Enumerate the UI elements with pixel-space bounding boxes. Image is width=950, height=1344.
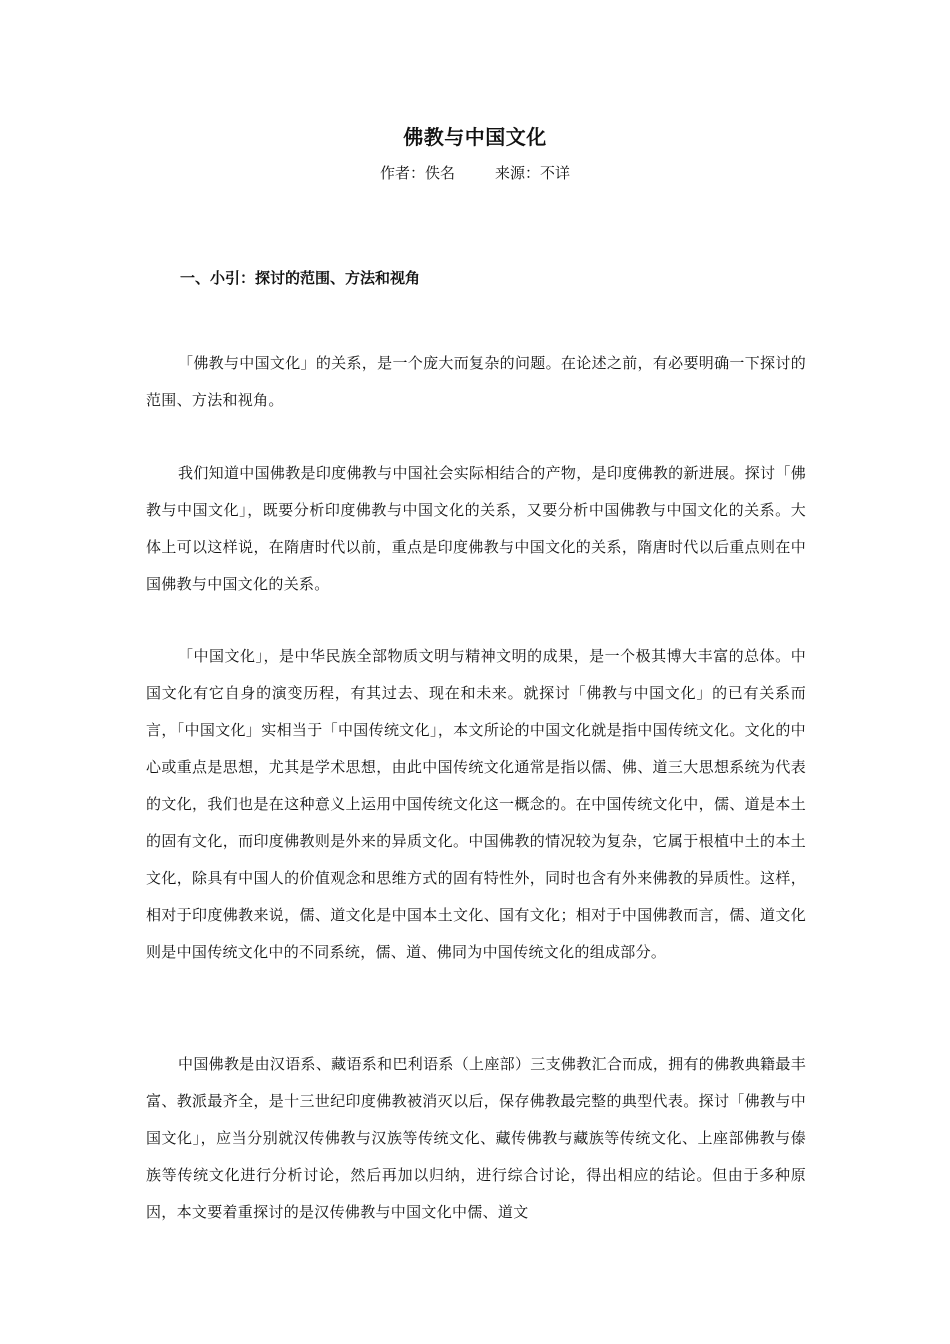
source-label: 来源：不详: [495, 164, 571, 182]
document-meta: [0, 162, 950, 184]
paragraph-1: 「佛教与中国文化」的关系，是一个庞大而复杂的问题。在论述之前，有必要明确一下探讨的范围、方法和视角。: [146, 354, 806, 409]
section-heading: 一、小引：探讨的范围、方法和视角: [180, 269, 421, 287]
paragraph-4: 中国佛教是由汉语系、藏语系和巴利语系（上座部）三支佛教汇合而成，拥有的佛教典籍最丰富、教派最齐全，是十三世纪印度佛教被消灭以后，保存佛教最完整的典型代表。探讨「佛教与中国文化」，应当分别就汉传佛教与汉族等传统文化、藏传佛教与藏族等传统文化、上座部佛教与傣族等传统文化进行分析讨论，然后再加以归纳，进行综合讨论，得出相应的结论。但由于多种原因，本文要着重探讨的是汉传佛教与中国文化中儒、道文: [146, 1055, 806, 1221]
author-label: 作者：佚名: [379, 164, 455, 182]
paragraph-3: 「中国文化」，是中华民族全部物质文明与精神文明的成果，是一个极其博大丰富的总体。中国文化有它自身的演变历程，有其过去、现在和未来。就探讨「佛教与中国文化」的已有关系而言，「中国文化」实相当于「中国传统文化」，本文所论的中国文化就是指中国传统文化。文化的中心或重点是思想，尤其是学术思想，由此中国传统文化通常是指以儒、佛、道三大思想系统为代表的文化，我们也是在这种意义上运用中国传统文化这一概念的。在中国传统文化中，儒、道是本土的固有文化，而印度佛教则是外来的异质文化。中国佛教的情况较为复杂，它属于根植中土的本土文化，除具有中国人的价值观念和思维方式的固有特性外，同时也含有外来佛教的异质性。这样，相对于印度佛教来说，儒、道文化是中国本土文化、国有文化；相对于中国佛教而言，儒、道文化则是中国传统文化中的不同系统，儒、道、佛同为中国传统文化的组成部分。: [146, 647, 806, 961]
document-title: 佛教与中国文化: [403, 125, 547, 149]
paragraph-2: 我们知道中国佛教是印度佛教与中国社会实际相结合的产物，是印度佛教的新进展。探讨「佛教与中国文化」，既要分析印度佛教与中国文化的关系，又要分析中国佛教与中国文化的关系。大体上可以这样说，在隋唐时代以前，重点是印度佛教与中国文化的关系，隋唐时代以后重点则在中国佛教与中国文化的关系。: [146, 464, 806, 593]
